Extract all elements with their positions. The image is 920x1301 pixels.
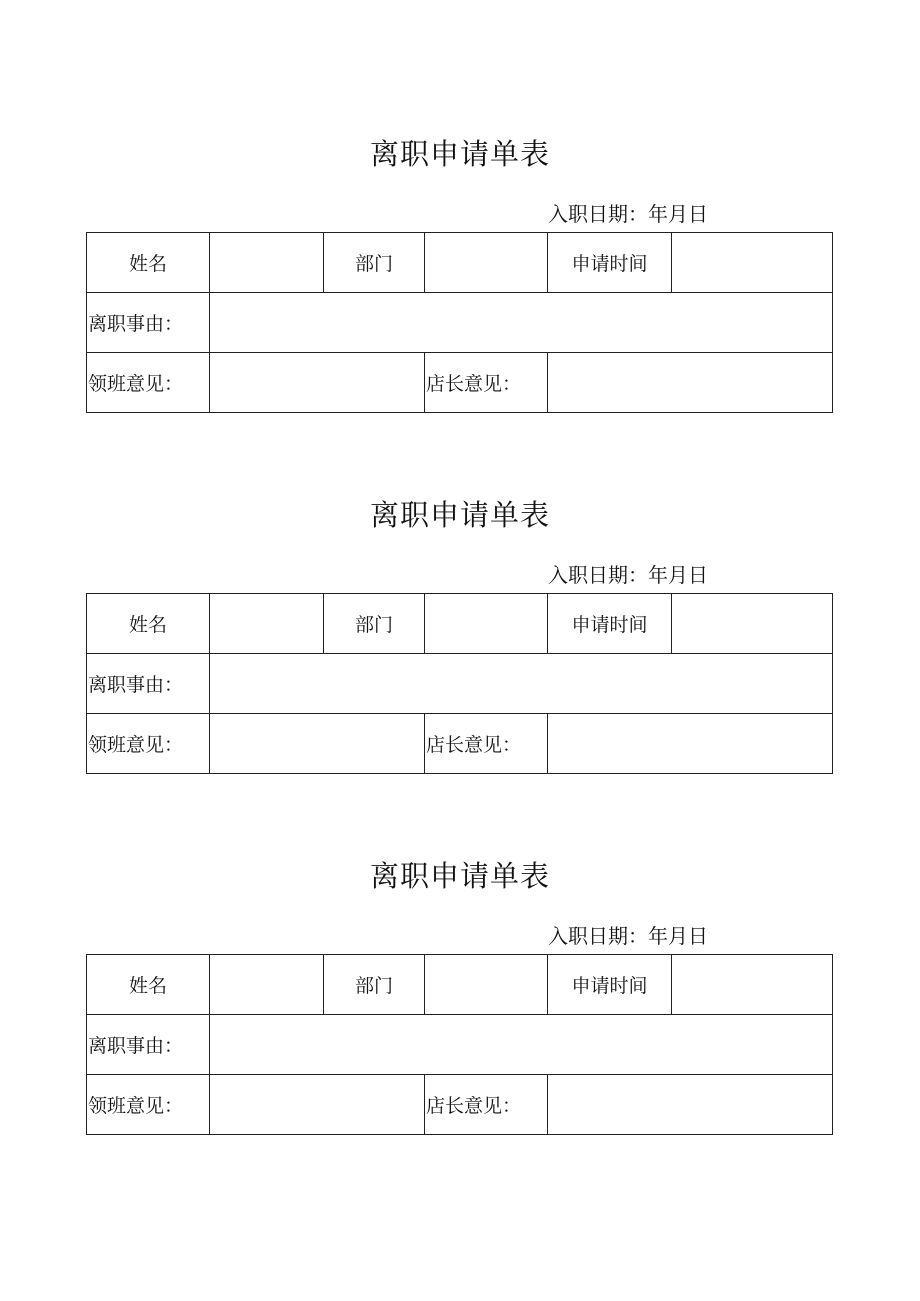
form-title: 离职申请单表 <box>369 859 550 893</box>
department-label: 部门 <box>324 955 425 1015</box>
supervisor-opinion-value-cell[interactable] <box>210 353 425 413</box>
department-value-cell[interactable] <box>425 955 548 1015</box>
department-value-cell[interactable] <box>425 594 548 654</box>
resignation-table <box>86 954 833 1135</box>
reason-label: 离职事由： <box>87 1015 210 1075</box>
supervisor-opinion-label: 领班意见： <box>87 353 210 413</box>
resignation-form-2 <box>0 495 920 795</box>
reason-label: 离职事由： <box>87 654 210 714</box>
name-label: 姓名 <box>87 594 210 654</box>
name-value-cell[interactable] <box>210 233 324 293</box>
apply-time-label: 申请时间 <box>548 594 672 654</box>
supervisor-opinion-label: 领班意见： <box>87 714 210 774</box>
department-label: 部门 <box>324 594 425 654</box>
resignation-form-1 <box>0 134 920 434</box>
manager-opinion-value-cell[interactable] <box>548 714 833 774</box>
name-value-cell[interactable] <box>210 594 324 654</box>
resignation-form-3 <box>0 856 920 1156</box>
table-row <box>87 594 833 654</box>
table-row <box>87 654 833 714</box>
name-label: 姓名 <box>87 955 210 1015</box>
table-row <box>87 1015 833 1075</box>
resignation-table <box>86 232 833 413</box>
reason-value-cell[interactable] <box>210 293 833 353</box>
department-value-cell[interactable] <box>425 233 548 293</box>
manager-opinion-label: 店长意见： <box>425 353 548 413</box>
manager-opinion-value-cell[interactable] <box>548 353 833 413</box>
manager-opinion-value-cell[interactable] <box>548 1075 833 1135</box>
form-title: 离职申请单表 <box>369 498 550 532</box>
name-value-cell[interactable] <box>210 955 324 1015</box>
hire-date-line: 入职日期：年月日 <box>548 924 708 948</box>
name-label: 姓名 <box>87 233 210 293</box>
hire-date-line: 入职日期：年月日 <box>548 202 708 226</box>
reason-value-cell[interactable] <box>210 1015 833 1075</box>
table-row <box>87 353 833 413</box>
department-label: 部门 <box>324 233 425 293</box>
apply-time-label: 申请时间 <box>548 955 672 1015</box>
reason-label: 离职事由： <box>87 293 210 353</box>
table-row <box>87 955 833 1015</box>
supervisor-opinion-value-cell[interactable] <box>210 1075 425 1135</box>
table-row <box>87 233 833 293</box>
apply-time-value-cell[interactable] <box>672 955 833 1015</box>
manager-opinion-label: 店长意见： <box>425 714 548 774</box>
form-title: 离职申请单表 <box>369 137 550 171</box>
apply-time-value-cell[interactable] <box>672 594 833 654</box>
manager-opinion-label: 店长意见： <box>425 1075 548 1135</box>
supervisor-opinion-value-cell[interactable] <box>210 714 425 774</box>
hire-date-line: 入职日期：年月日 <box>548 563 708 587</box>
apply-time-label: 申请时间 <box>548 233 672 293</box>
table-row <box>87 1075 833 1135</box>
apply-time-value-cell[interactable] <box>672 233 833 293</box>
table-row <box>87 714 833 774</box>
resignation-table <box>86 593 833 774</box>
table-row <box>87 293 833 353</box>
supervisor-opinion-label: 领班意见： <box>87 1075 210 1135</box>
reason-value-cell[interactable] <box>210 654 833 714</box>
